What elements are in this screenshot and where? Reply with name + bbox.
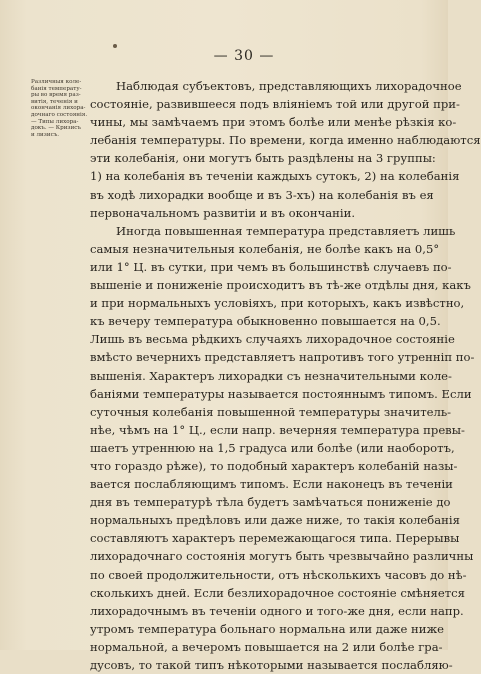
text-line: дусовъ, то такой типъ нѣкоторыми называется послабляю- bbox=[90, 658, 453, 672]
text-line: сколькихъ дней. Если безлихорадочное состояніе смѣняется bbox=[90, 585, 465, 600]
text-line: вмѣсто вечернихъ представляетъ напротивъ того утренніп по- bbox=[90, 350, 475, 365]
text-line: эти колебанія, они могутъ быть раздѣлены на 3 группы: bbox=[90, 151, 436, 166]
text-line: и при нормальныхъ условіяхъ, при которыхъ, какъ извѣстно, bbox=[90, 296, 465, 311]
text-line: по своей продолжительности, отъ нѣсколькихъ часовъ до нѣ- bbox=[90, 567, 467, 582]
text-line: Лишь въ весьма рѣдкихъ случаяхъ лихорадочное состояніе bbox=[90, 332, 455, 347]
text-line: чины, мы замѣчаемъ при этомъ болѣе или менѣе рѣзкія ко- bbox=[90, 115, 457, 130]
text-line: Иногда повышенная температура представляетъ лишь bbox=[116, 223, 456, 238]
margin-note-line: витія, теченія и bbox=[31, 98, 78, 105]
text-line: составляютъ характеръ перемежающагося типа. Перерывы bbox=[90, 531, 460, 546]
margin-note-line: ры во время раз- bbox=[31, 92, 81, 99]
text-line: вышеніе и пониженіе происходитъ въ тѣ-же отдѣлы дня, какъ bbox=[90, 278, 471, 293]
margin-note-line: окончанія лихора- bbox=[31, 105, 86, 112]
text-line: лихорадочнаго состоянія могутъ быть чрезвычайно различны bbox=[90, 549, 474, 564]
text-line: 1) на колебанія въ теченіи каждыхъ сутокъ, 2) на колебанія bbox=[90, 169, 460, 184]
margin-note-line: Различныя коле- bbox=[31, 79, 82, 85]
margin-note-line: и лизисъ. bbox=[31, 131, 60, 138]
text-line: первоначальномъ развитіи и въ окончаніи. bbox=[90, 205, 356, 220]
text-line: утромъ температура больнаго нормальна или даже ниже bbox=[90, 621, 445, 636]
margin-note-line: докъ. — Кризисъ bbox=[31, 125, 81, 132]
text-line: въ ходѣ лихорадки вообще и въ 3-хъ) на колебанія въ ея bbox=[90, 187, 434, 202]
margin-note-line: банія температу- bbox=[31, 85, 82, 92]
page-number: — 30 — bbox=[213, 48, 275, 64]
text-line: или 1° Ц. въ сутки, при чемъ въ большинствѣ случаевъ по- bbox=[90, 259, 452, 274]
text-line: суточныя колебанія повышенной температуры значитель- bbox=[90, 404, 452, 419]
text-line: вается послабляющимъ типомъ. Если наконецъ въ теченіи bbox=[90, 477, 453, 492]
margin-note-line: — Типы лихора- bbox=[31, 118, 79, 125]
text-line: вышенія. Характеръ лихорадки съ незначительными коле- bbox=[90, 368, 452, 383]
text-line: состояніе, развившееся подъ вліяніемъ той или другой при- bbox=[90, 97, 460, 112]
text-line: нормальной, а вечеромъ повышается на 2 или болѣе гра- bbox=[90, 639, 443, 654]
margin-note bbox=[31, 79, 93, 138]
text-line: баніями температуры называется постояннымъ типомъ. Если bbox=[90, 386, 472, 401]
text-line: дня въ температурѣ тѣла будетъ замѣчаться пониженіе до bbox=[90, 495, 451, 510]
text-line: самыя незначительныя колебанія, не болѣе какъ на 0,5° bbox=[90, 241, 440, 256]
text-line: Наблюдая субъектовъ, представляющихъ лихорадочное bbox=[116, 79, 462, 93]
text-line: нѣе, чѣмъ на 1° Ц., если напр. вечерняя температура превы- bbox=[90, 422, 465, 437]
margin-note-line: дочнаго состоянія. bbox=[31, 111, 88, 118]
text-line: лебанія температуры. По времени, когда именно наблюдаются bbox=[90, 133, 481, 148]
text-line: что гораздо рѣже), то подобный характеръ колебаній назы- bbox=[90, 458, 458, 473]
body-text bbox=[90, 77, 481, 674]
text-line: къ вечеру температура обыкновенно повышается на 0,5. bbox=[90, 314, 441, 329]
text-line: лихорадочнымъ въ теченіи одного и того-же дня, если напр. bbox=[90, 603, 464, 618]
text-line: шаетъ утреннюю на 1,5 градуса или болѣе (или наоборотъ, bbox=[90, 440, 455, 455]
text-line: нормальныхъ предѣловъ или даже ниже, то такія колебанія bbox=[90, 513, 460, 528]
